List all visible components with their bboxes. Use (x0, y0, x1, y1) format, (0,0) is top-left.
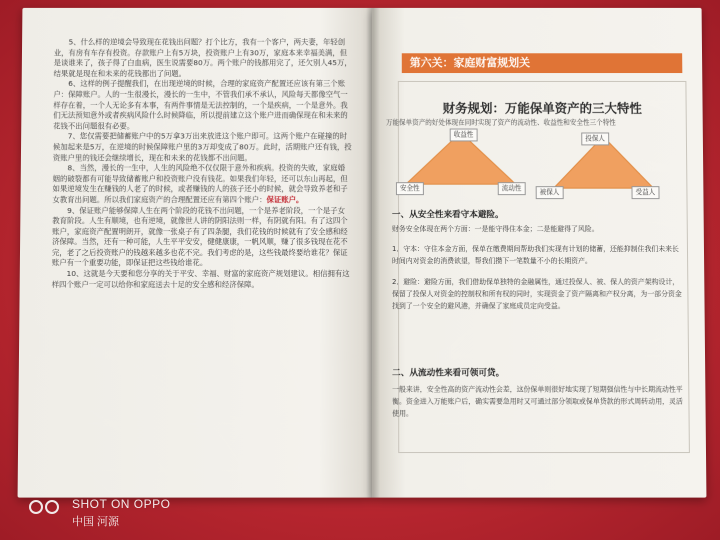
safety-item-preserve: 1．守本：守住本金方面，保单在缴费期间帮助我们实现有计划的储蓄，还能抑制住我们未来长时间内对资金的消费欲望，帮我们攒下一笔数量不小的长期资产。 (391, 245, 679, 266)
label-insured: 被保人 (536, 186, 564, 199)
camera-watermark (72, 497, 170, 529)
paragraph-7: 7、您仅需要把储蓄账户中的5万拿3万出来放进这个账户即可。这两个账户在碰撞的时候加起来是5万，在逆境的时候保障账户里的3万却变成了80万。此时，活期账户还有钱，投资账户里的钱还会继续增长，现在和未来的花钱都不出问题。 (52, 131, 352, 162)
heading-safety: 一、从安全性来看守本避险。 (391, 210, 504, 221)
heading-liquidity: 二、从流动性来看可领可贷。 (392, 368, 505, 379)
label-safety: 安全性 (396, 182, 424, 195)
safety-item-hedge: 2．避险：避险方面，我们借助保单独特的金融属性，通过投保人、被、保人的资产架构设计，保留了投保人对资金的控制权和所有权的同时，实现资金了资产隔离和产权分离，为一部分资金找到了一个安全的避风港，并确保了家庭成员定向受益。 (392, 277, 682, 311)
label-beneficiary: 受益人 (631, 186, 659, 199)
paragraph-8-text: 8、当然，漫长的一生中，人生的风险绝不仅仅限于意外和疾病。投资的失败，家庭婚姻的破裂都有可能导致储蓄账户和投资账户没有钱花。如果我们年轻，还可以东山再起，但如果逆境发生在赚钱的人老了的时候，或者赚钱的人的孩子还小的时候，就会导致养老和子女教育出问题。所以我们家庭资产的合理配置还应有第四个账户： (52, 163, 348, 205)
section-liquidity (392, 366, 683, 420)
oppo-logo-icon (28, 499, 74, 515)
right-page (372, 8, 707, 498)
paragraph-10: 10、这就是今天要和您分享的关于平安、幸福、财富的家庭资产规划建议。相信拥有这样四个账户一定可以给你和家庭送去十足的安全感和经济保障。 (51, 269, 350, 289)
paragraph-5: 5、什么样的逆境会导致现在花钱出问题？打个比方，我有一个客户，两夫妻，年轻创业，有房有车存有投资。存款账户上有5万块，投资账户上有30万，家庭本来幸福美满，但是谈谁来了，孩子得了白血病，医生说需要80万。两个账户的钱都用完了，还欠别人45万，结果就是现在和未来的花钱都出了问题。 (53, 37, 352, 78)
watermark-brand: SHOT ON OPPO (72, 497, 171, 511)
section-title: 财务规划：万能保单资产的三大特性 (442, 100, 642, 116)
label-liquidity: 流动性 (498, 182, 526, 195)
chapter-title-bar: 第六关：家庭财富规划关 (402, 53, 683, 73)
paragraph-6: 6、这样的例子提醒我们，在出现逆境的时候，合理的家庭资产配置还应该有第三个账户：保障账户。人的一生很漫长，漫长的一生中，不管我们承不承认，风险每天都像空气一样存在着，一个人无论多有本事，有两件事情是无法控制的，一个是疾病，一个是意外。我们无法预知意外或者疾病风险什么时候降临，所以提前建立这个账户进而确保现在和未来的花钱不出问题很有必要。 (53, 79, 348, 131)
left-page (18, 8, 373, 498)
section-safety (392, 208, 683, 312)
booklet (18, 8, 707, 500)
paragraph-9: 9、保证账户能够保障人生在两个阶段的花钱不出问题，一个是养老阶段，一个是子女教育阶段。人生有顺境，也有逆境，就像世人讲的阴阳法则一样，有阴就有阳。有了这四个账户，家庭资产配置明朗开，就像一张桌子有了四条腿，我们花钱的时候就有了安全感和经济保障。当然，还有一种可能，人生平平安安，健健康康，一帆风顺，赚了很多钱现在花不完，老了之后投资账户的钱越来越多也花不完。我们考虑的是，这些钱最终要给谁花？保证账户有一个重要功能，即保证把这些钱给谁花。 (51, 205, 348, 268)
watermark-location: 中国 河源 (72, 516, 120, 528)
liquidity-body: 一般来讲，安全性高的资产流动性会差，这份保单则很好地实现了短期强信性与中长期流动性平衡。资金进入万能账户后，确实需要急用时又可通过部分领取或保单贷款的形式周转动用，灵活使用。 (392, 385, 683, 419)
booklet-spine (366, 8, 380, 498)
highlight-guarantee-account: 保证账户。 (266, 195, 304, 205)
section-subtitle: 万能保单资产的好处体现在同时实现了资产的流动性、收益性和安全性三个特性 (385, 118, 616, 127)
left-page-text (52, 37, 352, 290)
label-policyholder: 投保人 (581, 132, 609, 145)
paragraph-8 (52, 163, 352, 205)
label-profitability: 收益性 (450, 129, 478, 142)
safety-intro: 财务安全体现在两个方面：一是能守得住本金；二是能避得了风险。 (391, 225, 599, 234)
